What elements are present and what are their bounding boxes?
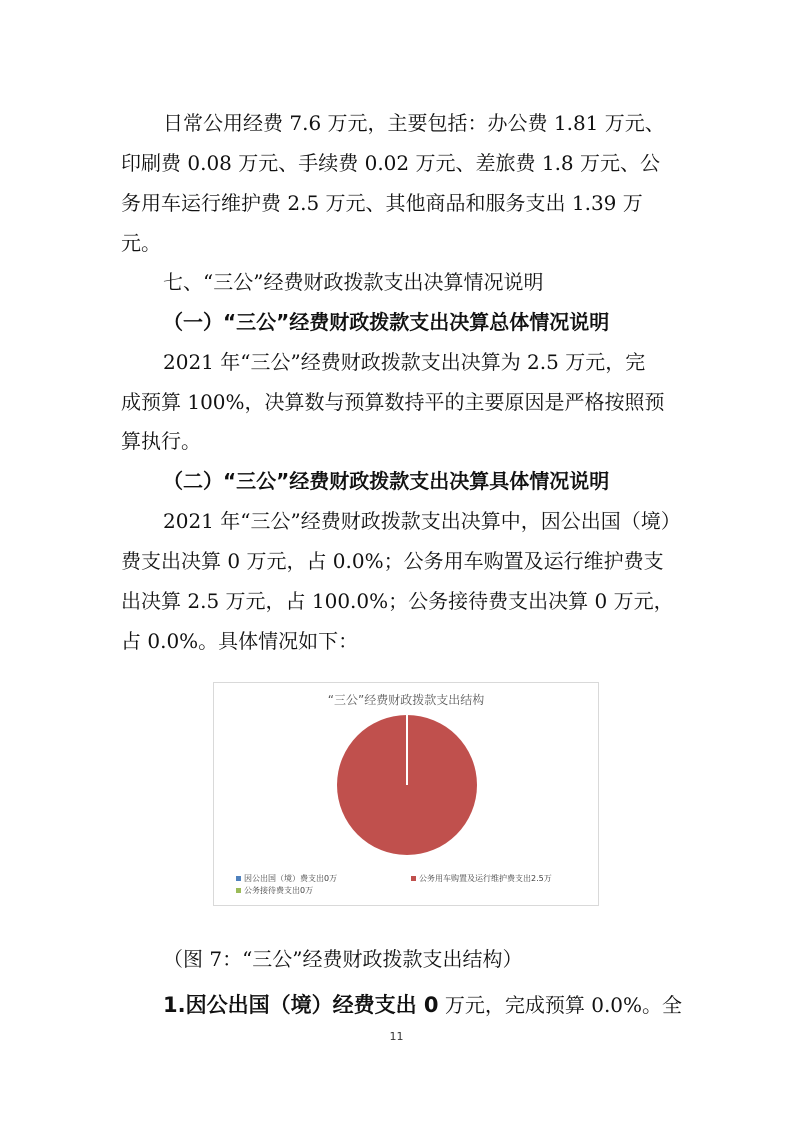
chart-title: “三公”经费财政拨款支出结构 — [327, 693, 485, 707]
paragraph-line: 算执行。 — [121, 429, 201, 453]
legend-item — [236, 885, 313, 896]
legend-swatch — [236, 888, 241, 893]
paragraph-line: 占 0.0%。具体情况如下： — [121, 629, 359, 653]
paragraph-line: 日常公用经费 7.6 万元，主要包括：办公费 1.81 万元、 — [163, 111, 665, 135]
pie-chart — [213, 682, 599, 906]
legend-label: 公务接待费支出0万 — [244, 886, 314, 895]
paragraph-text: 万元，完成预算 0.0%。全 — [438, 993, 683, 1017]
paragraph-line: 成预算 100%，决算数与预算数持平的主要原因是严格按照预 — [121, 390, 665, 414]
page-number: 11 — [389, 1030, 404, 1043]
figure-caption: （图 7：“三公”经费财政拨款支出结构） — [163, 947, 523, 971]
paragraph-line: 出决算 2.5 万元，占 100.0%；公务接待费支出决算 0 万元， — [121, 589, 674, 613]
section-heading: 七、“三公”经费财政拨款支出决算情况说明 — [163, 270, 544, 294]
paragraph-line: 2021 年“三公”经费财政拨款支出决算为 2.5 万元，完 — [163, 350, 646, 374]
paragraph-line: 2021 年“三公”经费财政拨款支出决算中，因公出国（境） — [163, 509, 681, 533]
pie-chart-svg — [214, 683, 598, 905]
subsection-heading: （一）“三公”经费财政拨款支出决算总体情况说明 — [163, 310, 610, 334]
bold-lead: 1.因公出国（境）经费支出 0 — [163, 993, 439, 1017]
legend-item — [236, 873, 337, 884]
legend-label: 因公出国（境）费支出0万 — [244, 874, 338, 883]
paragraph-line: 务用车运行维护费 2.5 万元、其他商品和服务支出 1.39 万 — [121, 191, 643, 215]
paragraph-line: 费支出决算 0 万元，占 0.0%；公务用车购置及运行维护费支 — [121, 549, 664, 573]
legend-item — [411, 873, 552, 884]
paragraph-line: 元。 — [121, 231, 161, 255]
subsection-heading: （二）“三公”经费财政拨款支出决算具体情况说明 — [163, 469, 610, 493]
paragraph-line — [163, 991, 682, 1019]
paragraph-line: 印刷费 0.08 万元、手续费 0.02 万元、差旅费 1.8 万元、公 — [121, 151, 661, 175]
legend-swatch — [236, 876, 241, 881]
legend-swatch — [411, 876, 416, 881]
legend-label: 公务用车购置及运行维护费支出2.5万 — [419, 874, 552, 883]
